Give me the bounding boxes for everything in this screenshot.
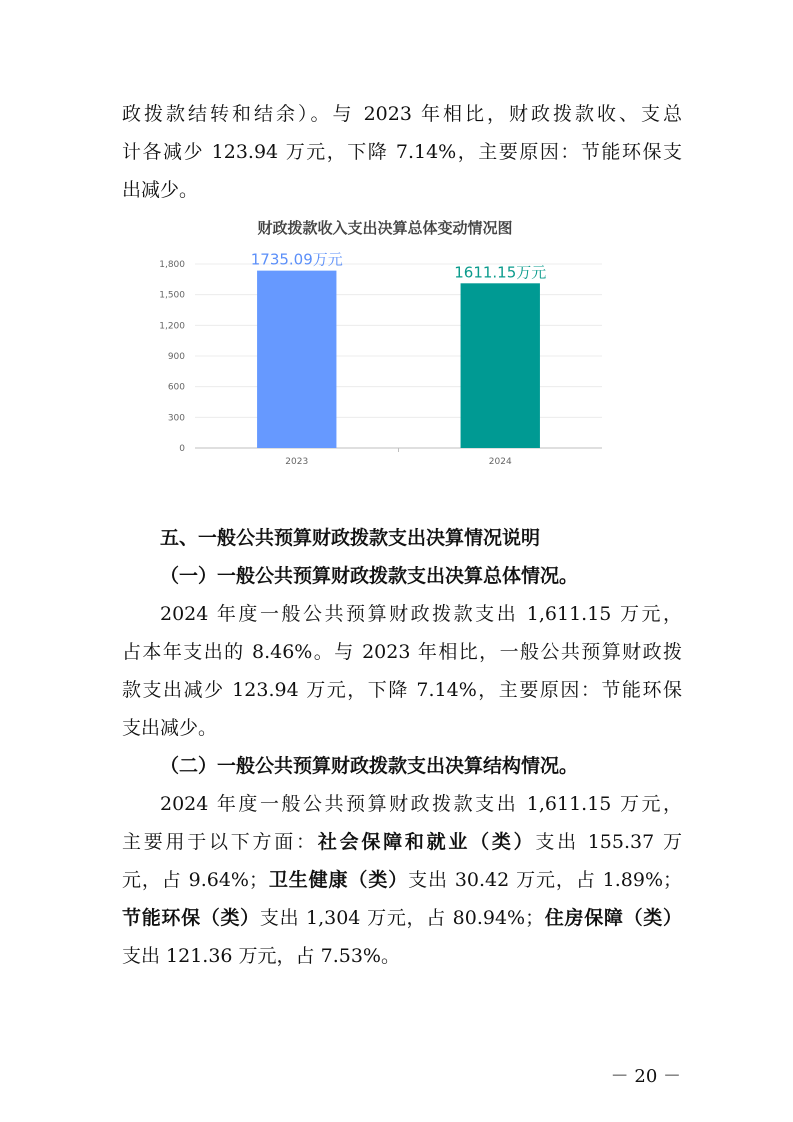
chart-canvas [150,212,620,472]
category-social-security: 社会保障和就业（类） [317,831,536,853]
subsection-2-line-2-post: 支出 155.37 万 [535,831,682,853]
chart-y-tick-label: 1,200 [159,321,185,332]
subsection-2-line-3-pre: 元，占 9.64%； [122,869,268,891]
section-5-heading: 五、一般公共预算财政拨款支出决算情况说明 [160,527,541,549]
subsection-1-line-2: 占本年支出的 8.46%。与 2023 年相比，一般公共预算财政拨 [122,641,682,663]
subsection-1-line-3: 款支出减少 123.94 万元，下降 7.14%，主要原因：节能环保 [122,679,682,701]
section-5 [122,519,682,975]
category-health: 卫生健康（类） [267,869,409,891]
category-housing: 住房保障（类） [544,907,682,929]
subsection-2-line-5: 支出 121.36 万元，占 7.53%。 [122,945,400,967]
chart-y-tick-label: 1,800 [159,260,185,270]
subsection-2-line-2-pre: 主要用于以下方面： [122,831,318,853]
intro-line-1: 政拨款结转和结余）。与 2023 年相比，财政拨款收、支总 [122,103,682,125]
subsection-2-line-3 [122,861,682,899]
subsection-1-heading: （一）一般公共预算财政拨款支出决算总体情况。 [160,565,579,587]
chart-y-tick-label: 300 [167,413,185,424]
chart-gridlines [195,264,602,448]
subsection-2-line-3-post: 支出 30.42 万元，占 1.89%； [408,869,682,891]
page-number: － 20 － [610,1066,681,1087]
chart-title: 财政拨款收入支出决算总体变动情况图 [257,219,513,237]
chart-data-label: 1735.09万元 [250,250,343,269]
chart-bar [257,271,336,448]
subsection-2-line-2 [122,823,682,861]
chart-x-axis [285,448,512,467]
chart-y-tick-label: 600 [167,382,185,393]
subsection-2-heading: （二）一般公共预算财政拨款支出决算结构情况。 [160,755,579,777]
intro-line-3: 出减少。 [122,179,199,201]
subsection-1-line-1: 2024 年度一般公共预算财政拨款支出 1,611.15 万元， [160,603,682,625]
subsection-2-line-4-mid: 支出 1,304 万元，占 80.94%； [259,907,545,929]
bar-chart [150,212,620,472]
chart-x-tick-label: 2023 [285,457,309,467]
chart-y-axis [159,260,185,454]
subsection-1-line-4: 支出减少。 [122,717,218,739]
chart-y-tick-label: 1,500 [159,290,185,301]
chart-bar [461,283,540,448]
chart-bars [257,271,540,448]
intro-paragraph [122,95,682,209]
chart-x-tick-label: 2024 [488,457,512,467]
chart-data-label: 1611.15万元 [454,263,547,282]
intro-line-2: 计各减少 123.94 万元，下降 7.14%，主要原因：节能环保支 [122,141,682,163]
chart-y-tick-label: 900 [167,352,185,362]
category-energy-environment: 节能环保（类） [122,907,260,929]
subsection-2-line-1: 2024 年度一般公共预算财政拨款支出 1,611.15 万元， [160,793,682,815]
chart-y-tick-label: 0 [179,444,185,454]
subsection-2-line-4 [122,899,682,937]
